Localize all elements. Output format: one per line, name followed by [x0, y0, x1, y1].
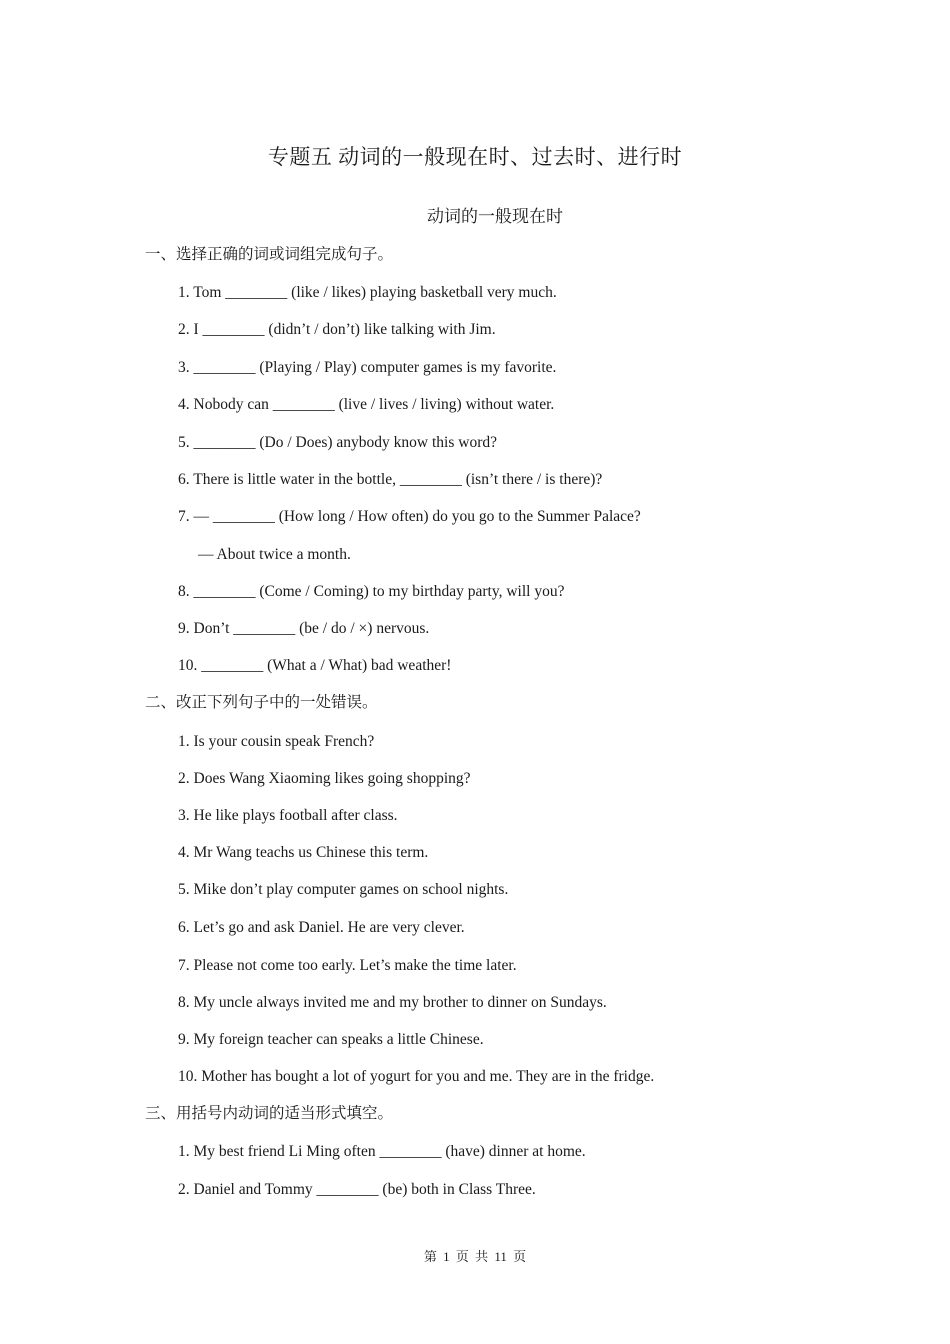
exercise-item: 3. ________ (Playing / Play) computer games is my favorite. — [178, 359, 557, 376]
exercise-item: 3. He like plays football after class. — [178, 807, 398, 824]
exercise-item: 2. Does Wang Xiaoming likes going shopping? — [178, 770, 471, 787]
exercise-item: 5. ________ (Do / Does) anybody know this word? — [178, 434, 498, 451]
exercise-item: 8. ________ (Come / Coming) to my birthday party, will you? — [178, 583, 565, 600]
exercise-item: 8. My uncle always invited me and my brother to dinner on Sundays. — [178, 994, 607, 1011]
exercise-item: 4. Nobody can ________ (live / lives / living) without water. — [178, 396, 555, 413]
exercise-item: 1. Tom ________ (like / likes) playing basketball very much. — [178, 284, 557, 301]
exercise-item: 7. Please not come too early. Let’s make the time later. — [178, 957, 517, 974]
exercise-item: 5. Mike don’t play computer games on school nights. — [178, 881, 509, 898]
exercise-item: 4. Mr Wang teachs us Chinese this term. — [178, 844, 429, 861]
exercise-item: 6. Let’s go and ask Daniel. He are very clever. — [178, 919, 465, 936]
section-3-heading: 三、用括号内动词的适当形式填空。 — [145, 1105, 394, 1122]
exercise-item: 9. My foreign teacher can speaks a little Chinese. — [178, 1031, 484, 1048]
section-subtitle: 动词的一般现在时 — [427, 207, 563, 226]
exercise-item: 9. Don’t ________ (be / do / ×) nervous. — [178, 620, 430, 637]
exercise-item: 10. ________ (What a / What) bad weather! — [178, 657, 452, 674]
exercise-item: 6. There is little water in the bottle, ________ (isn’t there / is there)? — [178, 471, 603, 488]
exercise-item: 1. My best friend Li Ming often ________ (have) dinner at home. — [178, 1143, 586, 1160]
document-title: 专题五 动词的一般现在时、过去时、进行时 — [267, 145, 683, 169]
exercise-item-reply: — About twice a month. — [198, 546, 351, 563]
exercise-item: 10. Mother has bought a lot of yogurt for you and me. They are in the fridge. — [178, 1068, 655, 1085]
exercise-item: 1. Is your cousin speak French? — [178, 733, 375, 750]
section-2-heading: 二、改正下列句子中的一处错误。 — [145, 694, 378, 711]
exercise-item: 2. I ________ (didn’t / don’t) like talking with Jim. — [178, 321, 496, 338]
page-footer: 第 1 页 共 11 页 — [423, 1249, 527, 1264]
exercise-item: 2. Daniel and Tommy ________ (be) both in Class Three. — [178, 1181, 536, 1198]
exercise-item: 7. — ________ (How long / How often) do you go to the Summer Palace? — [178, 508, 641, 525]
section-1-heading: 一、选择正确的词或词组完成句子。 — [145, 246, 394, 263]
